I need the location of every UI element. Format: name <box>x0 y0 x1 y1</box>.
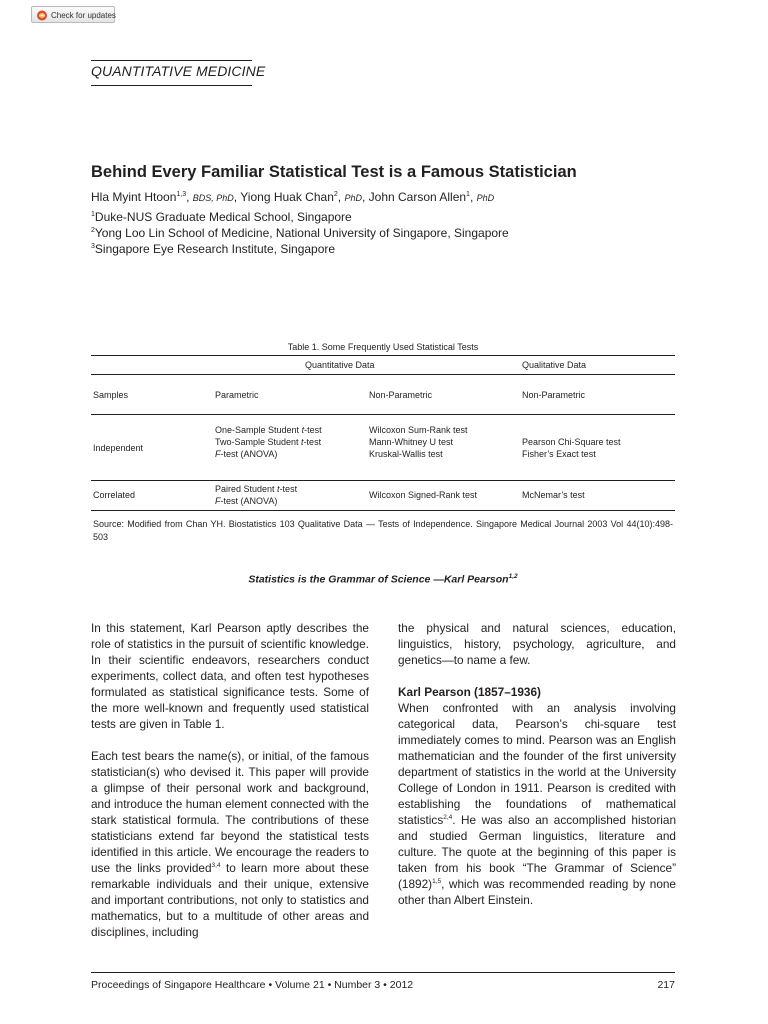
author-list: Hla Myint Htoon$^{1,3}$, BDS, PhD, Yiong Huak Chan$^2$, PhD, John Carson Allen$^1$, PhD <box>91 190 495 204</box>
affiliation-2 <box>91 226 509 240</box>
citation: 3,4 <box>211 862 221 870</box>
author-affil-sup: 1,3 <box>176 191 187 198</box>
paragraph: When confronted with an analysis involving categorical data, Pearson’s chi-square test immediately comes to mind. Pearson was an English mathematician and the founder of the first university department of statistics in the world at the University College of London in 1911. Pearson is credited with establishing the foundations of mathematical statistics$^{2,4}$. He was also an accomplished historian and studied German linguistics, literature and culture. The quote at the beginning of this paper is taken from his book “The Grammar of Science” $(1892)^{1,5}$, which was recommended reading by none other than Albert Einstein. <box>398 701 676 907</box>
section-heading: Karl Pearson (1857–1936) <box>398 685 541 699</box>
affiliation-3 <box>91 242 335 256</box>
paragraph: Each test bears the name(s), or initial, of the famous statistician(s) who devised it. This paper will provide a glimpse of their personal work and background, and introduce the human element connected with the stark statistical formula. The contributions of these statisticians extend far beyond the statistical tests identified in this article. We encourage the readers to use the links provided$^{3,4}$ to learn more about these remarkable individuals and their unique, extensive and important contributions, not only to statistics and mathematics, but to a multitude of other areas and disciplines, including <box>91 749 369 939</box>
author-degree: PhD <box>344 193 362 203</box>
author-name: John Carson Allen <box>368 190 467 204</box>
check-for-updates-button[interactable] <box>31 6 115 23</box>
table-cell-correlated-parametric <box>215 483 297 507</box>
epigraph-quote <box>91 573 675 586</box>
table-source-note: Source: Modified from Chan YH. Biostatistics 103 Qualitative Data — Tests of Independence. Singapore Medical Journal 2003 Vol 44(10):498-503 <box>93 519 673 542</box>
quote-text: Statistics is the Grammar of Science —Karl Pearson <box>248 573 509 586</box>
table-cell-line: One-Sample Student t-test <box>215 425 322 435</box>
table-rule-group <box>91 374 675 375</box>
section-label: QUANTITATIVE MEDICINE <box>91 63 266 79</box>
table-cell-line: Fisher’s Exact test <box>522 449 596 459</box>
table-header-nonparametric: Non-Parametric <box>369 390 433 400</box>
affiliation-1 <box>91 210 352 224</box>
author-name: Hla Myint Htoon <box>91 190 177 204</box>
affiliation-number: 3 <box>91 243 95 250</box>
section-rule-bottom <box>91 85 252 86</box>
affiliation-text: Singapore Eye Research Institute, Singapore <box>94 242 336 256</box>
author-name: Yiong Huak Chan <box>240 190 334 204</box>
table-rule-row <box>91 480 675 481</box>
table-rule-bottom <box>91 510 675 511</box>
page-number: 217 <box>657 979 675 991</box>
section-rule-top <box>91 60 252 61</box>
table-cell-correlated-nonparametric: Wilcoxon Signed-Rank test <box>369 490 478 500</box>
crossmark-icon <box>36 10 48 21</box>
article-title: Behind Every Familiar Statistical Test is a Famous Statistician <box>91 163 577 181</box>
table-cell-independent-parametric <box>215 424 322 460</box>
table-caption: Table 1. Some Frequently Used Statistical Tests <box>287 342 479 352</box>
footer-rule <box>91 972 675 973</box>
table-cell-independent-qualitative <box>522 436 621 460</box>
table-cell-correlated-qualitative: McNemar’s test <box>522 490 585 500</box>
table-cell-line: Pearson Chi-Square test <box>522 437 621 447</box>
table-cell-line: Wilcoxon Sum-Rank test <box>369 425 468 435</box>
table-cell-line: Mann-Whitney U test <box>369 437 454 447</box>
author-degree: PhD <box>476 193 495 203</box>
table-header-qual-nonparametric: Non-Parametric <box>522 390 586 400</box>
affiliation-number: 1 <box>91 211 95 218</box>
table-cell-independent-nonparametric <box>369 424 468 460</box>
author-degree: BDS, PhD <box>192 193 234 203</box>
affiliation-text: Yong Loo Lin School of Medicine, National University of Singapore, Singapore <box>94 226 509 240</box>
check-for-updates-label: Check for updates <box>51 11 116 20</box>
table-cell-line: Two-Sample Student t-test <box>215 437 322 447</box>
table-header-parametric: Parametric <box>215 390 259 400</box>
citation: 1,5 <box>432 878 442 886</box>
table-group-quantitative: Quantitative Data <box>305 360 375 370</box>
table-row-independent-label: Independent <box>93 443 144 453</box>
author-affil-sup: 2 <box>333 191 338 198</box>
table-rule-header <box>91 414 675 415</box>
table-rule-top <box>91 355 675 356</box>
quote-citation: 1,2 <box>508 573 518 580</box>
citation: 2,4 <box>443 814 453 822</box>
paragraph: the physical and natural sciences, education, linguistics, history, psychology, agriculture, and genetics—to name a few. <box>398 621 676 667</box>
footer-journal: Proceedings of Singapore Healthcare • Volume 21 • Number 3 • 2012 <box>91 979 414 991</box>
table-row-correlated-label: Correlated <box>93 490 136 500</box>
author-affil-sup: 1 <box>466 191 470 198</box>
paragraph: In this statement, Karl Pearson aptly describes the role of statistics in the pursuit of scientific knowledge. In their scientific endeavors, researchers conduct experiments, collect data, and often test hypotheses formulated as statistical significance tests. Some of the more well-known and frequently used statistical tests are given in Table 1. <box>91 621 369 731</box>
table-cell-line: Kruskal-Wallis test <box>369 449 443 459</box>
table-group-qualitative: Qualitative Data <box>522 360 587 370</box>
table-cell-line: Paired Student t-test <box>215 484 298 494</box>
table-cell-line: F-test (ANOVA) <box>215 449 278 459</box>
affiliation-number: 2 <box>91 227 95 234</box>
left-column <box>91 620 369 940</box>
right-column <box>398 620 676 908</box>
table-header-samples: Samples <box>93 390 129 400</box>
table-cell-line: F-test (ANOVA) <box>215 496 278 506</box>
affiliation-text: Duke-NUS Graduate Medical School, Singapore <box>94 210 352 224</box>
